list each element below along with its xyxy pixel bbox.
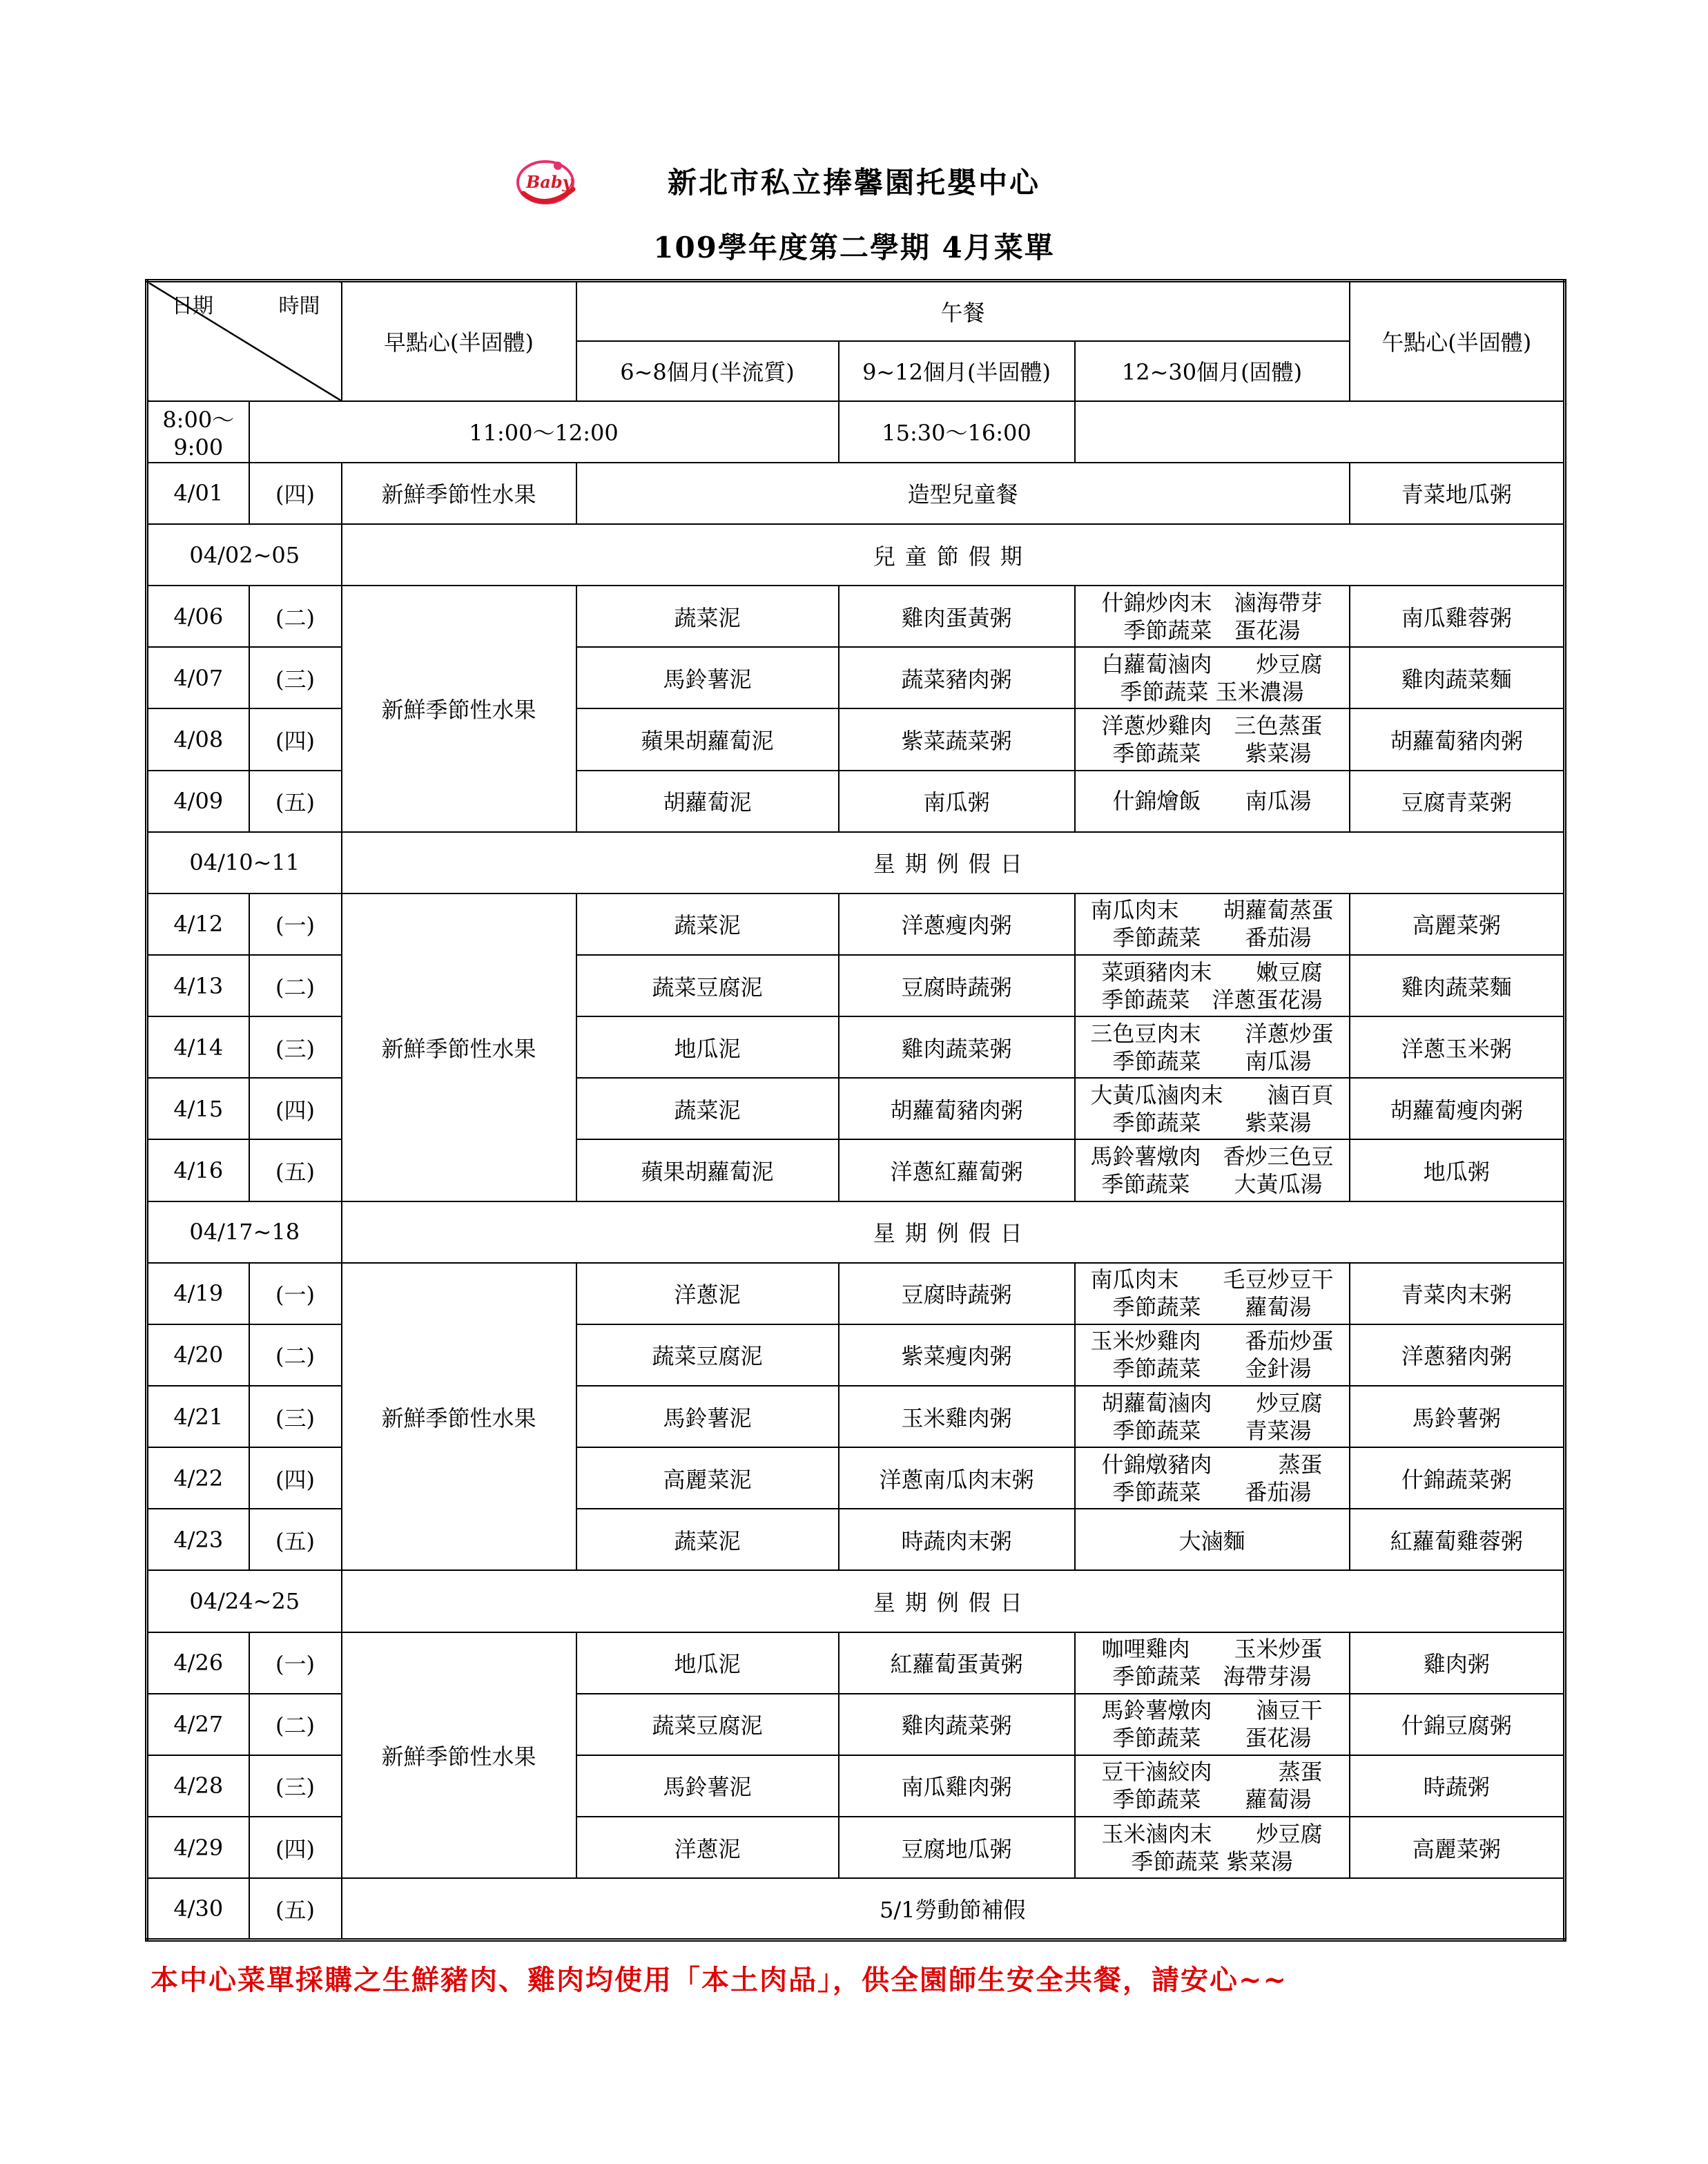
date-label: 日期 (172, 293, 213, 318)
lunch-12-30-line: 南瓜肉末 胡蘿蔔蒸蛋 (1090, 897, 1334, 924)
afternoon-cell: 紅蘿蔔雞蓉粥 (1350, 1509, 1565, 1570)
lunch-12-30-line: 什錦燉豬肉 蒸蛋 (1101, 1451, 1323, 1478)
day-weekday: (四) (249, 1817, 342, 1878)
lunch-9-12-cell: 豆腐時蔬粥 (839, 955, 1075, 1016)
lunch-9-12-cell: 雞肉蛋黃粥 (839, 586, 1075, 647)
day-date: 4/26 (147, 1632, 249, 1694)
lunch-9-12-cell: 豆腐地瓜粥 (839, 1817, 1075, 1878)
lunch-12-30-line: 什錦炒肉末 滷海帶芽 (1101, 589, 1323, 616)
day-date: 4/12 (147, 893, 249, 955)
day-weekday: (二) (249, 1694, 342, 1755)
day-weekday: (四) (249, 1447, 342, 1509)
afternoon-cell: 雞肉蔬菜麵 (1350, 647, 1565, 708)
page-title: 新北市私立捧馨園托嬰中心 (667, 166, 1040, 200)
lunch-12-30-cell (1075, 1694, 1350, 1755)
menu-day-row (147, 1878, 1565, 1940)
lunch-12-30-line: 季節蔬菜 玉米濃湯 (1120, 678, 1304, 705)
lunch-12-30-cell (1075, 1632, 1350, 1694)
lunch-12-30-cell (1075, 1817, 1350, 1878)
day-date: 4/22 (147, 1447, 249, 1509)
lunch-9-12-cell: 玉米雞肉粥 (839, 1386, 1075, 1447)
lunch-9-12-cell: 豆腐時蔬粥 (839, 1263, 1075, 1324)
lunch-9-12-cell: 南瓜粥 (839, 771, 1075, 832)
day-weekday: (五) (249, 1878, 342, 1940)
day-weekday: (一) (249, 1263, 342, 1324)
lunch-12-30-line: 玉米滷肉末 炒豆腐 (1101, 1820, 1323, 1847)
afternoon-time: 15:30～16:00 (839, 401, 1075, 463)
afternoon-cell: 洋蔥豬肉粥 (1350, 1324, 1565, 1386)
lunch-12-30-line: 季節蔬菜 蛋花湯 (1112, 1725, 1312, 1752)
day-date: 4/27 (147, 1694, 249, 1755)
afternoon-cell: 豆腐青菜粥 (1350, 771, 1565, 832)
lunch-9-12-cell: 蔬菜豬肉粥 (839, 647, 1075, 708)
afternoon-cell: 馬鈴薯粥 (1350, 1386, 1565, 1447)
day-date: 4/20 (147, 1324, 249, 1386)
day-date: 4/13 (147, 955, 249, 1016)
lunch-12-30-line: 季節蔬菜 番茄湯 (1112, 925, 1312, 951)
holiday-label: 星期例假日 (342, 1570, 1565, 1632)
afternoon-cell: 胡蘿蔔瘦肉粥 (1350, 1078, 1565, 1139)
menu-day-row (147, 1632, 1565, 1694)
lunch-9-12-cell: 雞肉蔬菜粥 (839, 1694, 1075, 1755)
lunch-9-12-cell: 時蔬肉末粥 (839, 1509, 1075, 1570)
lunch-9-12-cell: 洋蔥紅蘿蔔粥 (839, 1139, 1075, 1201)
time-row (147, 401, 1565, 463)
meat-source-note: 本中心菜單採購之生鮮豬肉、雞肉均使用「本土肉品」，供全園師生安全共餐，請安心~~ (151, 1964, 1288, 1996)
lunch-6-8-cell: 蔬菜豆腐泥 (576, 955, 839, 1016)
lunch-12-30-line: 季節蔬菜 南瓜湯 (1112, 1047, 1312, 1074)
breakfast-cell: 新鮮季節性水果 (342, 586, 576, 832)
lunch-12-30-cell: 什錦燴飯 南瓜湯 (1075, 771, 1350, 832)
menu-day-row (147, 463, 1565, 524)
day-weekday: (四) (249, 708, 342, 770)
lunch-12-30-cell (1075, 708, 1350, 770)
day-date: 4/21 (147, 1386, 249, 1447)
lunch-12-30-cell (1075, 893, 1350, 955)
lunch-12-30-cell (1075, 955, 1350, 1016)
lunch-6-8-cell: 蔬菜泥 (576, 1078, 839, 1139)
svg-text:Baby: Baby (526, 172, 572, 192)
menu-day-row (147, 586, 1565, 647)
lunch-6-8-cell: 馬鈴薯泥 (576, 1755, 839, 1817)
lunch-12-30-line: 白蘿蔔滷肉 炒豆腐 (1101, 650, 1323, 677)
day-weekday: (二) (249, 586, 342, 647)
day-date: 4/08 (147, 708, 249, 770)
day-weekday: (三) (249, 647, 342, 708)
lunch-12-30-line: 胡蘿蔔滷肉 炒豆腐 (1101, 1389, 1323, 1416)
lunch-6-8-cell: 洋蔥泥 (576, 1817, 839, 1878)
lunch-12-30-cell (1075, 647, 1350, 708)
lunch-12-30-line: 大黃瓜滷肉末 滷百頁 (1090, 1081, 1334, 1108)
lunch-12-30-line: 玉米炒雞肉 番茄炒蛋 (1090, 1328, 1334, 1355)
lunch-6-8-cell: 蘋果胡蘿蔔泥 (576, 708, 839, 770)
lunch-6-8-cell: 洋蔥泥 (576, 1263, 839, 1324)
lunch-9-12-header: 9~12個月(半固體) (839, 341, 1075, 401)
lunch-12-30-cell (1075, 1078, 1350, 1139)
afternoon-cell: 雞肉蔬菜麵 (1350, 955, 1565, 1016)
lunch-6-8-cell: 蔬菜泥 (576, 586, 839, 647)
lunch-6-8-cell: 高麗菜泥 (576, 1447, 839, 1509)
lunch-6-8-cell: 馬鈴薯泥 (576, 1386, 839, 1447)
day-weekday: (五) (249, 1509, 342, 1570)
afternoon-cell: 地瓜粥 (1350, 1139, 1565, 1201)
afternoon-cell: 青菜肉末粥 (1350, 1263, 1565, 1324)
lunch-12-30-line: 季節蔬菜 金針湯 (1112, 1355, 1312, 1382)
day-date: 4/07 (147, 647, 249, 708)
lunch-9-12-cell: 雞肉蔬菜粥 (839, 1016, 1075, 1078)
holiday-label: 5/1勞動節補假 (342, 1878, 1565, 1940)
lunch-9-12-cell: 洋蔥南瓜肉末粥 (839, 1447, 1075, 1509)
breakfast-cell: 新鮮季節性水果 (342, 1632, 576, 1879)
day-weekday: (五) (249, 771, 342, 832)
breakfast-header: 早點心(半固體) (342, 281, 576, 401)
holiday-date: 04/10~11 (147, 832, 342, 893)
breakfast-time: 8:00～9:00 (147, 401, 249, 463)
day-weekday: (二) (249, 955, 342, 1016)
lunch-12-30-line: 季節蔬菜 洋蔥蛋花湯 (1101, 986, 1323, 1013)
lunch-6-8-cell: 蔬菜豆腐泥 (576, 1694, 839, 1755)
afternoon-cell: 洋蔥玉米粥 (1350, 1016, 1565, 1078)
lunch-12-30-header: 12~30個月(固體) (1075, 341, 1350, 401)
day-date: 4/23 (147, 1509, 249, 1570)
holiday-date: 04/24~25 (147, 1570, 342, 1632)
lunch-12-30-line: 季節蔬菜 蛋花湯 (1123, 617, 1301, 644)
lunch-cell: 造型兒童餐 (576, 463, 1350, 524)
lunch-12-30-cell (1075, 1386, 1350, 1447)
lunch-12-30-line: 馬鈴薯燉肉 滷豆干 (1101, 1697, 1323, 1724)
lunch-9-12-cell: 洋蔥瘦肉粥 (839, 893, 1075, 955)
lunch-9-12-cell: 紫菜蔬菜粥 (839, 708, 1075, 770)
lunch-12-30-line: 豆干滷絞肉 蒸蛋 (1101, 1759, 1323, 1786)
afternoon-cell: 什錦豆腐粥 (1350, 1694, 1565, 1755)
lunch-9-12-cell: 南瓜雞肉粥 (839, 1755, 1075, 1817)
lunch-6-8-cell: 蔬菜泥 (576, 1509, 839, 1570)
holiday-row (147, 832, 1565, 893)
afternoon-cell: 高麗菜粥 (1350, 1817, 1565, 1878)
day-date: 4/28 (147, 1755, 249, 1817)
lunch-12-30-cell (1075, 586, 1350, 647)
day-weekday: (四) (249, 1078, 342, 1139)
day-date: 4/14 (147, 1016, 249, 1078)
lunch-12-30-line: 洋蔥炒雞肉 三色蒸蛋 (1101, 713, 1323, 740)
lunch-6-8-cell: 蔬菜豆腐泥 (576, 1324, 839, 1386)
lunch-12-30-line: 季節蔬菜 紫菜湯 (1131, 1848, 1293, 1875)
day-weekday: (二) (249, 1324, 342, 1386)
time-label: 時間 (278, 293, 320, 318)
day-date: 4/29 (147, 1817, 249, 1878)
lunch-12-30-cell (1075, 1016, 1350, 1078)
breakfast-cell: 新鮮季節性水果 (342, 1263, 576, 1571)
afternoon-cell: 南瓜雞蓉粥 (1350, 586, 1565, 647)
day-date: 4/30 (147, 1878, 249, 1940)
holiday-label: 兒童節假期 (342, 524, 1565, 586)
lunch-12-30-line: 季節蔬菜 蘿蔔湯 (1112, 1294, 1312, 1321)
lunch-12-30-cell (1075, 1324, 1350, 1386)
afternoon-cell: 時蔬粥 (1350, 1755, 1565, 1817)
lunch-header: 午餐 (576, 281, 1350, 341)
lunch-12-30-line: 三色豆肉末 洋蔥炒蛋 (1090, 1020, 1334, 1047)
page-subtitle: 109學年度第二學期 4月菜單 (653, 231, 1055, 264)
afternoon-header: 午點心(半固體) (1350, 281, 1565, 401)
afternoon-cell: 胡蘿蔔豬肉粥 (1350, 708, 1565, 770)
afternoon-cell: 青菜地瓜粥 (1350, 463, 1565, 524)
afternoon-cell: 高麗菜粥 (1350, 893, 1565, 955)
page-header (0, 0, 1708, 276)
day-weekday: (一) (249, 893, 342, 955)
day-weekday: (五) (249, 1139, 342, 1201)
menu-day-row (147, 893, 1565, 955)
lunch-12-30-line: 菜頭豬肉末 嫩豆腐 (1101, 958, 1323, 985)
lunch-12-30-line: 季節蔬菜 紫菜湯 (1112, 740, 1312, 767)
menu-table (145, 279, 1566, 1942)
lunch-6-8-header: 6~8個月(半流質) (576, 341, 839, 401)
holiday-label: 星期例假日 (342, 832, 1565, 893)
lunch-time: 11:00～12:00 (249, 401, 839, 463)
day-date: 4/19 (147, 1263, 249, 1324)
day-weekday: (三) (249, 1755, 342, 1817)
lunch-12-30-cell (1075, 1447, 1350, 1509)
holiday-row (147, 524, 1565, 586)
holiday-date: 04/02~05 (147, 524, 342, 586)
afternoon-cell: 雞肉粥 (1350, 1632, 1565, 1694)
lunch-6-8-cell: 胡蘿蔔泥 (576, 771, 839, 832)
lunch-12-30-line: 馬鈴薯燉肉 香炒三色豆 (1090, 1143, 1334, 1170)
lunch-12-30-line: 季節蔬菜 紫菜湯 (1112, 1109, 1312, 1136)
day-date: 4/09 (147, 771, 249, 832)
lunch-12-30-cell: 大滷麵 (1075, 1509, 1350, 1570)
day-weekday: (三) (249, 1016, 342, 1078)
day-date: 4/16 (147, 1139, 249, 1201)
day-date: 4/15 (147, 1078, 249, 1139)
lunch-9-12-cell: 紫菜瘦肉粥 (839, 1324, 1075, 1386)
lunch-6-8-cell: 蔬菜泥 (576, 893, 839, 955)
lunch-12-30-line: 季節蔬菜 青菜湯 (1112, 1417, 1312, 1444)
lunch-12-30-line: 季節蔬菜 大黃瓜湯 (1101, 1171, 1323, 1198)
lunch-12-30-cell (1075, 1139, 1350, 1201)
lunch-9-12-cell: 紅蘿蔔蛋黃粥 (839, 1632, 1075, 1694)
lunch-12-30-line: 季節蔬菜 海帶芽湯 (1112, 1663, 1312, 1690)
day-weekday: (一) (249, 1632, 342, 1694)
holiday-date: 04/17~18 (147, 1201, 342, 1263)
holiday-row (147, 1570, 1565, 1632)
date-time-header-cell (147, 281, 342, 401)
lunch-12-30-line: 咖哩雞肉 玉米炒蛋 (1101, 1636, 1323, 1663)
menu-day-row (147, 1263, 1565, 1324)
holiday-row (147, 1201, 1565, 1263)
day-weekday: (四) (249, 463, 342, 524)
lunch-6-8-cell: 蘋果胡蘿蔔泥 (576, 1139, 839, 1201)
day-weekday: (三) (249, 1386, 342, 1447)
breakfast-cell: 新鮮季節性水果 (342, 463, 576, 524)
lunch-6-8-cell: 馬鈴薯泥 (576, 647, 839, 708)
lunch-12-30-cell (1075, 1263, 1350, 1324)
lunch-12-30-line: 南瓜肉末 毛豆炒豆干 (1090, 1266, 1334, 1293)
lunch-6-8-cell: 地瓜泥 (576, 1016, 839, 1078)
lunch-6-8-cell: 地瓜泥 (576, 1632, 839, 1694)
lunch-12-30-cell (1075, 1755, 1350, 1817)
afternoon-cell: 什錦蔬菜粥 (1350, 1447, 1565, 1509)
breakfast-cell: 新鮮季節性水果 (342, 893, 576, 1201)
holiday-label: 星期例假日 (342, 1201, 1565, 1263)
lunch-12-30-line: 季節蔬菜 蘿蔔湯 (1112, 1786, 1312, 1813)
lunch-9-12-cell: 胡蘿蔔豬肉粥 (839, 1078, 1075, 1139)
day-date: 4/01 (147, 463, 249, 524)
lunch-12-30-line: 季節蔬菜 番茄湯 (1112, 1478, 1312, 1505)
day-date: 4/06 (147, 586, 249, 647)
header-row-1 (147, 281, 1565, 341)
